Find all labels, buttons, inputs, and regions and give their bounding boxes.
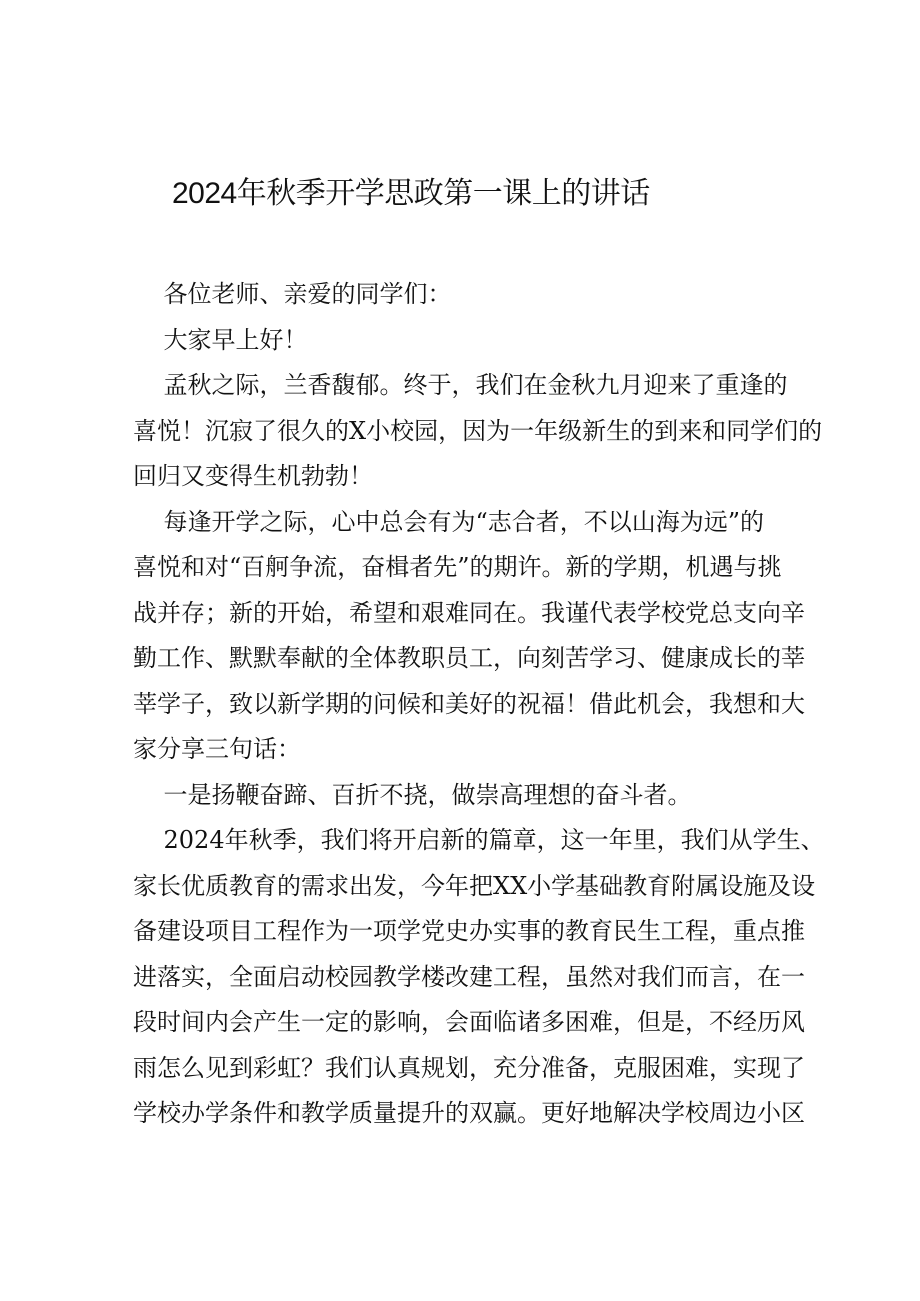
body-line: 勤工作、默默奉献的全体教职员工，向刻苦学习、健康成长的莘 bbox=[133, 644, 805, 672]
salutation-line: 各位老师、亲爱的同学们： bbox=[133, 280, 452, 308]
body-line: 2024年秋季，我们将开启新的篇章，这一年里，我们从学生、 bbox=[133, 826, 825, 854]
body-line: 雨怎么见到彩虹？我们认真规划，充分准备，克服困难，实现了 bbox=[133, 1053, 805, 1082]
body-line: 喜悦！沉寂了很久的X小校园，因为一年级新生的到来和同学们的 bbox=[133, 416, 823, 445]
greeting-line: 大家早上好！ bbox=[133, 325, 308, 354]
document-body bbox=[133, 276, 825, 1131]
document-title: 2024年秋季开学思政第一课上的讲话 bbox=[172, 177, 650, 210]
body-line: 学校办学条件和教学质量提升的双赢。更好地解决学校周边小区 bbox=[133, 1099, 805, 1127]
body-line: 每逢开学之际，心中总会有为“志合者，不以山海为远”的 bbox=[133, 507, 765, 536]
body-line: 段时间内会产生一定的影响，会面临诸多困难，但是，不经历风 bbox=[133, 1008, 805, 1036]
body-line: 家长优质教育的需求出发，今年把XX小学基础教育附属设施及设 bbox=[133, 871, 816, 900]
section-heading-line: 一是扬鞭奋蹄、百折不挠，做崇高理想的奋斗者。 bbox=[133, 780, 692, 809]
body-line: 回归又变得生机勃勃！ bbox=[133, 462, 373, 490]
body-line: 喜悦和对“百舸争流，奋楫者先”的期许。新的学期，机遇与挑 bbox=[133, 553, 782, 581]
body-line: 孟秋之际，兰香馥郁。终于，我们在金秋九月迎来了重逢的 bbox=[133, 371, 788, 399]
body-line: 备建设项目工程作为一项学党史办实事的教育民生工程，重点推 bbox=[133, 917, 805, 945]
body-line: 莘学子，致以新学期的问候和美好的祝福！借此机会，我想和大 bbox=[133, 689, 805, 718]
body-line: 进落实，全面启动校园教学楼改建工程，虽然对我们而言，在一 bbox=[133, 962, 805, 991]
body-line: 家分享三句话： bbox=[133, 735, 301, 763]
body-line: 战并存；新的开始，希望和艰难同在。我谨代表学校党总支向辛 bbox=[133, 598, 805, 627]
